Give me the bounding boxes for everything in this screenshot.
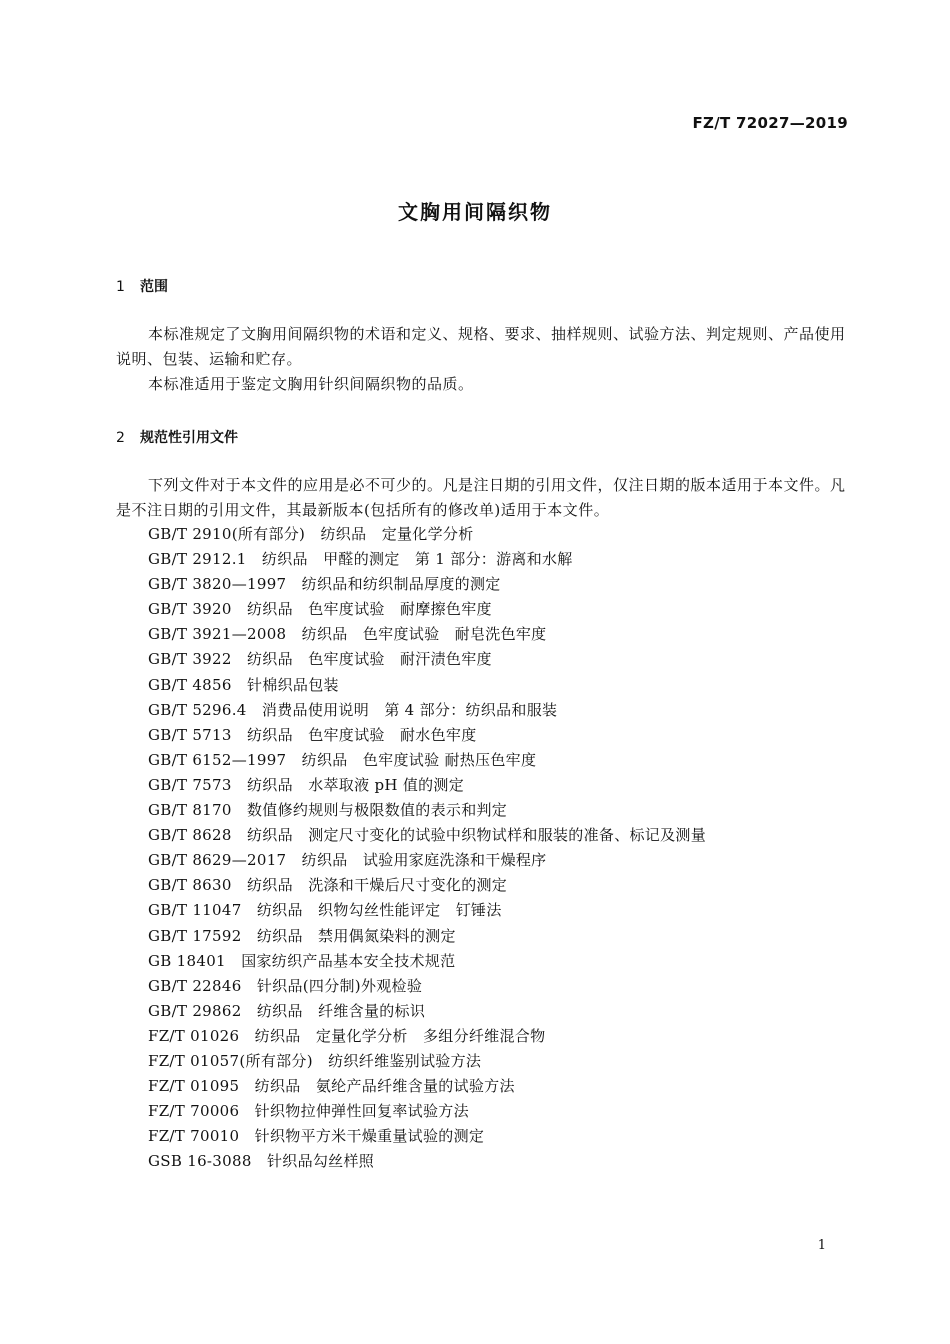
reference-item: GB/T 3922 纺织品 色牢度试验 耐汗渍色牢度 <box>148 650 492 669</box>
page-number: 1 <box>817 1238 826 1253</box>
reference-item: GB/T 7573 纺织品 水萃取液 pH 值的测定 <box>148 775 465 794</box>
section-2-intro: 下列文件对于本文件的应用是必不可少的。凡是注日期的引用文件，仅注日期的版本适用于本文件。凡是不注日期的引用文件，其最新版本(包括所有的修改单)适用于本文件。 <box>116 476 846 519</box>
reference-item: FZ/T 01026 纺织品 定量化学分析 多组分纤维混合物 <box>148 1026 546 1045</box>
reference-item: GB/T 2912.1 纺织品 甲醛的测定 第 1 部分：游离和水解 <box>148 550 573 569</box>
reference-list <box>148 522 706 1174</box>
reference-item: FZ/T 70006 针织物拉伸弹性回复率试验方法 <box>148 1102 469 1121</box>
section-1-paragraph-2: 本标准适用于鉴定文胸用针织间隔织物的品质。 <box>148 375 474 393</box>
reference-item: GSB 16-3088 针织品勾丝样照 <box>148 1152 375 1171</box>
reference-item: FZ/T 01095 纺织品 氨纶产品纤维含量的试验方法 <box>148 1077 515 1096</box>
section-1-paragraph-1: 本标准规定了文胸用间隔织物的术语和定义、规格、要求、抽样规则、试验方法、判定规则、产品使用说明、包装、运输和贮存。 <box>116 325 846 368</box>
reference-item: GB/T 29862 纺织品 纤维含量的标识 <box>148 1001 426 1020</box>
reference-item: GB/T 6152—1997 纺织品 色牢度试验 耐热压色牢度 <box>148 750 537 769</box>
reference-item: GB/T 22846 针织品(四分制)外观检验 <box>148 976 423 995</box>
reference-item: GB/T 2910(所有部分) 纺织品 定量化学分析 <box>148 525 474 543</box>
reference-item: FZ/T 70010 针织物平方米干燥重量试验的测定 <box>148 1127 485 1146</box>
reference-item: GB/T 4856 针棉织品包装 <box>148 675 339 694</box>
reference-item: GB/T 3820—1997 纺织品和纺织制品厚度的测定 <box>148 575 501 594</box>
reference-item: GB/T 11047 纺织品 织物勾丝性能评定 钉锤法 <box>148 901 502 920</box>
reference-item: GB/T 8170 数值修约规则与极限数值的表示和判定 <box>148 801 508 820</box>
reference-item: GB/T 3921—2008 纺织品 色牢度试验 耐皂洗色牢度 <box>148 625 547 644</box>
section-2-title: 规范性引用文件 <box>140 430 238 446</box>
reference-item: GB/T 3920 纺织品 色牢度试验 耐摩擦色牢度 <box>148 600 492 619</box>
section-1-title: 范围 <box>140 279 168 295</box>
reference-item: GB/T 5296.4 消费品使用说明 第 4 部分：纺织品和服装 <box>148 700 558 719</box>
reference-item: GB/T 8629—2017 纺织品 试验用家庭洗涤和干燥程序 <box>148 851 547 870</box>
reference-item: GB/T 5713 纺织品 色牢度试验 耐水色牢度 <box>148 725 477 744</box>
section-2-number: 2 <box>116 430 125 446</box>
section-2-heading <box>116 427 238 447</box>
reference-item: GB/T 8628 纺织品 测定尺寸变化的试验中织物试样和服装的准备、标记及测量 <box>148 826 707 845</box>
reference-item: FZ/T 01057(所有部分) 纺织纤维鉴别试验方法 <box>148 1051 482 1070</box>
standard-code: FZ/T 72027—2019 <box>692 114 848 132</box>
section-1-heading <box>116 276 168 296</box>
reference-item: GB/T 17592 纺织品 禁用偶氮染料的测定 <box>148 926 456 945</box>
section-1-number: 1 <box>116 279 125 295</box>
document-title: 文胸用间隔织物 <box>398 200 552 224</box>
reference-item: GB 18401 国家纺织产品基本安全技术规范 <box>148 951 456 970</box>
reference-item: GB/T 8630 纺织品 洗涤和干燥后尺寸变化的测定 <box>148 876 508 895</box>
